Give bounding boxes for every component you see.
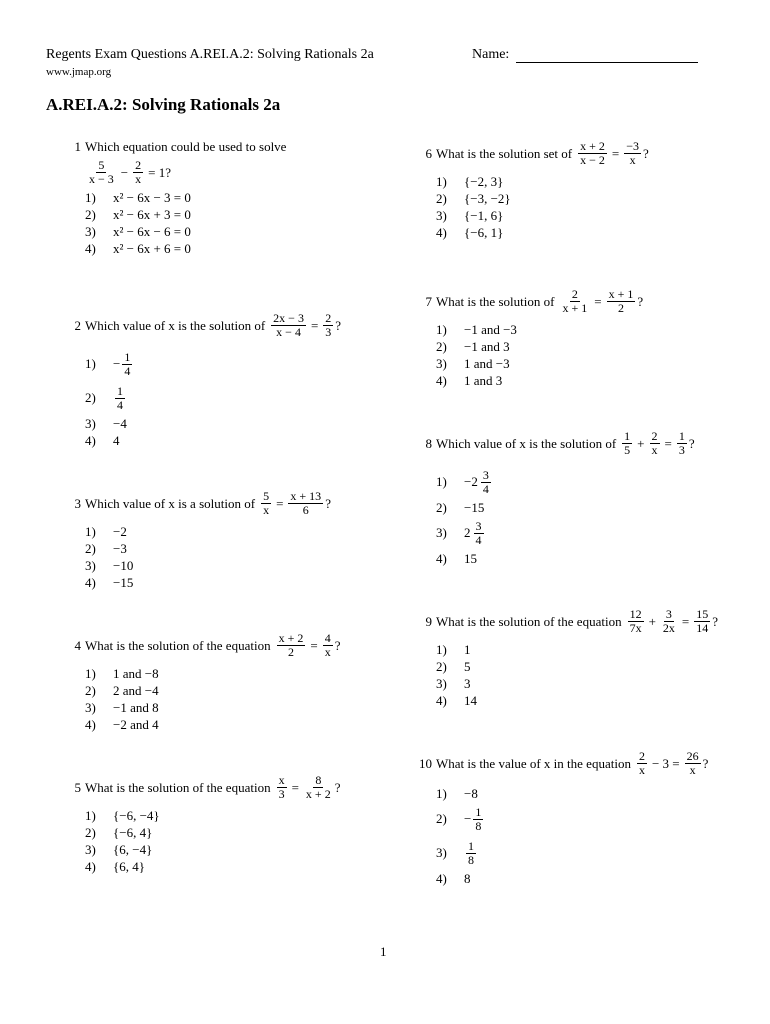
answer-choice[interactable]: 3) {6, −4} [85,841,153,857]
question-stem: What is the solution of the equation [436,613,622,629]
answer-choice[interactable]: 3) {−1, 6} [436,207,504,223]
fraction: $\frac{x + 13}{6}$ [290,489,322,517]
answer-choice[interactable]: 2) {−6, 4} [85,824,153,840]
answer-choice[interactable]: 3) −10 [85,557,134,573]
answer-choice[interactable]: 3) 3 [436,675,471,691]
question-stem-line: 5 What is the solution of the equation $\frac{x}{3}$ = $\frac{8}{x + 2}$ ? [85,774,340,801]
question-number: 7 [425,293,432,309]
fraction: $\frac{12}{7x}$ [629,607,642,635]
question-stem-line: 7 What is the solution of $\frac{2}{x + 1}$ = $\frac{x + 1}{2}$ ? [436,288,643,315]
fraction: $\frac{1}{8}$ [475,804,482,833]
question-9 [425,607,719,709]
fraction: $\frac{1}{8}$ [468,838,474,867]
fraction: $\frac{2}{3}$ [325,311,332,339]
answer-choice[interactable]: 4) {−6, 1} [436,224,504,240]
answer-choice[interactable]: 2) − $\frac{1}{8}$ [436,804,482,833]
question-number: 6 [425,145,432,161]
fraction: $\frac{1}{4}$ [124,349,131,378]
answer-choice[interactable]: 1) x² − 6x − 3 = 0 [85,189,191,205]
question-stem-line: 3 Which value of x is a solution of $\frac{5}{x}$ = $\frac{x + 13}{6}$ ? [85,490,331,517]
answer-choice[interactable]: 3) −1 and 8 [85,699,159,715]
question-stem-line: 2 Which value of x is the solution of $\frac{2x - 3}{x - 4}$ = $\frac{2}{3}$ ? [85,312,341,339]
answer-choice[interactable]: 3) −4 [85,415,127,431]
fraction: $\frac{x + 2}{2}$ [278,631,304,659]
question-stem: What is the solution set of [436,145,573,161]
answer-choice[interactable]: 1) {−6, −4} [85,807,160,823]
question-5 [74,773,341,875]
question-number: 9 [425,613,432,629]
question-number: 10 [419,755,432,771]
fraction: $\frac{15}{14}$ [696,607,709,635]
fraction: $\frac{2x - 3}{x - 4}$ [273,311,304,339]
answer-choice[interactable]: 3) x² − 6x − 6 = 0 [85,223,191,239]
fraction: $\frac{2}{x}$ [651,429,658,457]
answer-choice[interactable]: 1) −2 $\frac{3}{4}$ [436,467,489,496]
question-stem: Which value of x is a solution of [85,495,256,511]
question-stem: Which equation could be used to solve [85,139,287,154]
page-number: 1 [380,944,387,959]
question-stem: What is the value of x in the equation [436,755,631,771]
question-stem: Which value of x is the solution of [85,317,266,333]
equation: $\frac{5}{x - 3}$ − $\frac{2}{x}$ = 1? [89,158,171,186]
question-number: 5 [74,779,81,795]
answer-choice[interactable]: 4) −2 and 4 [85,716,159,732]
fraction: $\frac{x + 1}{2}$ [608,287,634,315]
question-number: 2 [74,317,81,333]
question-stem: Which value of x is the solution of [436,435,617,451]
question-stem-line: 9 What is the solution of the equation $\frac{12}{7x}$ + $\frac{3}{2x}$ = $\frac{15}{14}$ ? [436,608,718,635]
question-stem-line: 8 Which value of x is the solution of $\frac{1}{5}$ + $\frac{2}{x}$ = $\frac{1}{3}$ ? [436,430,695,457]
question-stem-line: 6 What is the solution set of $\frac{x + 2}{x - 2}$ = $\frac{-3}{x}$ ? [436,140,649,167]
answer-choice[interactable]: 1) {−2, 3} [436,173,504,189]
question-7 [425,287,644,389]
question-stem: What is the solution of the equation [85,779,271,795]
answer-choice[interactable]: 4) 4 [85,432,120,448]
question-stem: What is the solution of the equation [85,637,271,653]
question-1 [74,139,287,257]
question-3 [74,489,331,591]
answer-choice[interactable]: 3) 1 and −3 [436,355,510,371]
answer-choice[interactable]: 4) {6, 4} [85,858,145,874]
answer-choice[interactable]: 4) 14 [436,692,477,708]
question-stem: What is the solution of [436,293,555,309]
fraction: $\frac{5}{x}$ [263,489,270,517]
answer-choice[interactable]: 4) 15 [436,550,477,566]
answer-choice[interactable]: 3) 2 $\frac{3}{4}$ [436,518,482,547]
header-url: www.jmap.org [46,66,112,78]
answer-choice[interactable]: 1) 1 [436,641,471,657]
fraction: $\frac{3}{4}$ [475,518,482,547]
fraction: $\frac{1}{4}$ [117,383,123,412]
fraction: $\frac{3}{4}$ [482,467,489,496]
answer-choice[interactable]: 2) $\frac{1}{4}$ [85,383,123,412]
fraction: $\frac{4}{x}$ [324,631,331,659]
document-header-title: Regents Exam Questions A.REI.A.2: Solving Rationals 2a [46,47,374,62]
fraction: $\frac{2}{x + 1}$ [562,287,588,315]
answer-choice[interactable]: 1) −8 [436,785,478,801]
name-blank-line [516,62,698,63]
name-label: Name: [472,47,510,62]
fraction: $\frac{-3}{x}$ [626,139,640,167]
answer-choice[interactable]: 2) −1 and 3 [436,338,510,354]
answer-choice[interactable]: 2) x² − 6x + 3 = 0 [85,206,191,222]
question-2 [74,311,342,449]
question-8 [425,429,695,567]
question-4 [74,631,341,733]
fraction: $\frac{5}{x - 3}$ [89,158,114,186]
answer-choice[interactable]: 4) 8 [436,870,471,886]
answer-choice[interactable]: 4) −15 [85,574,134,590]
answer-choice[interactable]: 4) x² − 6x + 6 = 0 [85,240,191,256]
answer-choice[interactable]: 2) 2 and −4 [85,682,159,698]
question-number: 3 [74,495,81,511]
answer-choice[interactable]: 1) 1 and −8 [85,665,159,681]
question-10 [419,749,709,887]
fraction: $\frac{1}{5}$ [624,429,631,457]
fraction: $\frac{2}{x}$ [638,749,645,777]
answer-choice[interactable]: 1) −1 and −3 [436,321,517,337]
answer-choice[interactable]: 1) −2 [85,523,127,539]
fraction: $\frac{26}{x}$ [686,749,699,777]
fraction: $\frac{x}{3}$ [278,773,285,801]
answer-choice[interactable]: 1) − $\frac{1}{4}$ [85,349,131,378]
answer-choice[interactable]: 2) −3 [85,540,127,556]
question-number: 1 [74,139,81,154]
question-6 [425,139,649,241]
answer-choice[interactable]: 2) {−3, −2} [436,190,511,206]
question-stem-line: 4 What is the solution of the equation $\frac{x + 2}{2}$ = $\frac{4}{x}$ ? [85,632,340,659]
question-number: 4 [74,637,81,653]
fraction: $\frac{8}{x + 2}$ [305,773,331,801]
page-title: A.REI.A.2: Solving Rationals 2a [46,95,281,114]
fraction: $\frac{3}{2x}$ [662,607,675,635]
answer-choice[interactable]: 4) 1 and 3 [436,372,503,388]
question-stem-line: 10 What is the value of x in the equation $\frac{2}{x}$ − 3 = $\frac{26}{x}$ ? [436,750,708,777]
fraction: $\frac{2}{x}$ [135,158,142,186]
fraction: $\frac{x + 2}{x - 2}$ [580,139,605,167]
answer-choice[interactable]: 2) −15 [436,499,485,515]
answer-choice[interactable]: 2) 5 [436,658,471,674]
answer-choice[interactable]: 3) $\frac{1}{8}$ [436,838,474,867]
fraction: $\frac{1}{3}$ [678,429,685,457]
question-number: 8 [425,435,432,451]
